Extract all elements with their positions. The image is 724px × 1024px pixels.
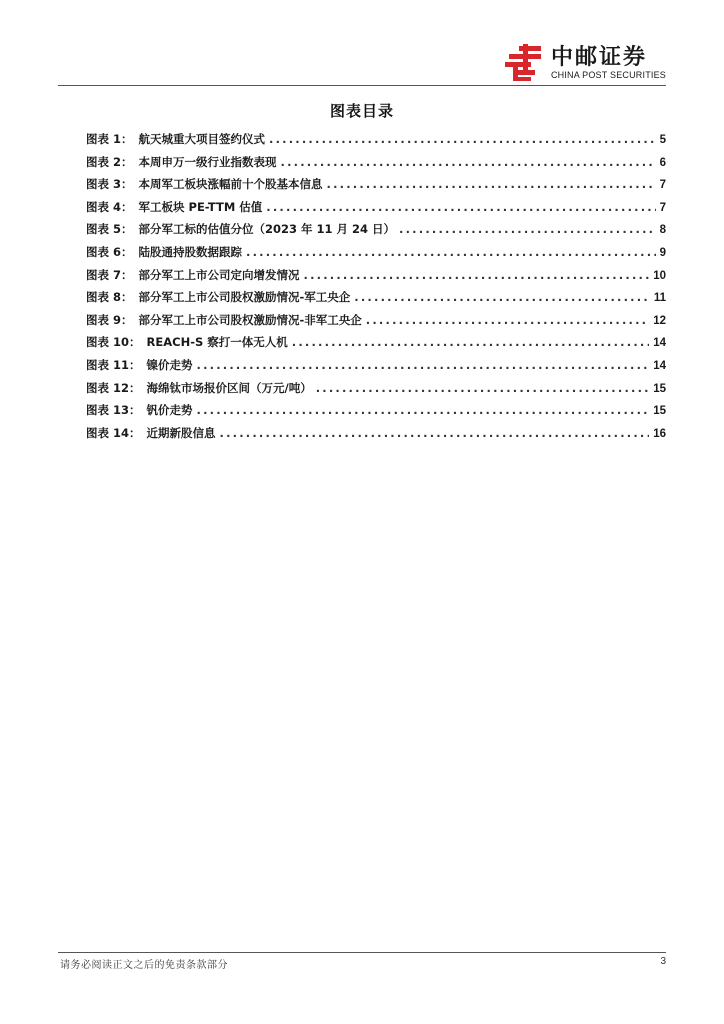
header-divider (58, 85, 666, 86)
footer-disclaimer: 请务必阅读正文之后的免责条款部分 (60, 960, 228, 971)
toc-item[interactable] (86, 131, 666, 154)
brand-logo (505, 44, 666, 82)
toc-item[interactable] (86, 199, 666, 222)
toc-item-title: 本周申万一级行业指数表现 (138, 154, 277, 169)
toc-item-title: 钒价走势 (146, 403, 193, 418)
toc-item-label: 图表 14： (86, 425, 141, 440)
toc-item-title: 海绵钛市场报价区间（万元/吨） (146, 380, 312, 395)
toc-item-label: 图表 5： (86, 222, 133, 237)
toc-leader-dots (281, 155, 656, 169)
toc-list (86, 131, 666, 447)
toc-item-label: 图表 10： (86, 335, 141, 350)
toc-item-label: 图表 13： (86, 403, 141, 418)
toc-item-title: 部分军工上市公司定向增发情况 (138, 267, 300, 282)
toc-leader-dots (197, 403, 650, 417)
toc-item[interactable] (86, 289, 666, 312)
toc-item-title: 本周军工板块涨幅前十个股基本信息 (138, 177, 323, 192)
toc-item-title: 部分军工上市公司股权激励情况-军工央企 (138, 290, 351, 305)
toc-leader-dots (354, 290, 650, 304)
toc-item[interactable] (86, 425, 666, 448)
footer-divider (58, 952, 666, 953)
toc-leader-dots (366, 313, 649, 327)
toc-title: 图表目录 (329, 102, 394, 120)
toc-item[interactable] (86, 334, 666, 357)
toc-item-page: 16 (653, 427, 666, 440)
toc-item-page: 5 (659, 134, 666, 146)
toc-item-label: 图表 11： (86, 357, 141, 372)
toc-leader-dots (316, 381, 649, 395)
toc-leader-dots (304, 268, 650, 282)
toc-item[interactable] (86, 176, 666, 199)
toc-item[interactable] (86, 267, 666, 290)
toc-item-label: 图表 7： (86, 267, 133, 282)
brand-name-en: CHINA POST SECURITIES (550, 69, 666, 80)
toc-item-page: 12 (653, 314, 666, 327)
toc-item[interactable] (86, 357, 666, 380)
toc-item-page: 11 (653, 292, 666, 305)
brand-text (551, 46, 666, 81)
footer-page-number: 3 (660, 956, 666, 967)
toc-item-page: 6 (659, 156, 666, 169)
toc-item-title: 镍价走势 (146, 357, 193, 372)
toc-item-title: 近期新股信息 (146, 425, 216, 440)
toc-leader-dots (327, 177, 656, 191)
toc-leader-dots (292, 335, 649, 349)
toc-item-label: 图表 1： (86, 132, 133, 146)
toc-leader-dots (220, 426, 650, 440)
toc-item-title: 陆股通持股数据跟踪 (138, 244, 243, 259)
toc-item[interactable] (86, 154, 666, 177)
toc-item-page: 10 (653, 269, 666, 282)
china-post-logo-icon (505, 44, 545, 82)
toc-item-label: 图表 12： (86, 380, 141, 395)
toc-item-label: 图表 3： (86, 177, 133, 192)
toc-item[interactable] (86, 402, 666, 425)
toc-item-page: 15 (653, 405, 666, 418)
toc-leader-dots (399, 222, 656, 236)
toc-item-title: 部分军工标的估值分位（2023 年 11 月 24 日） (138, 222, 396, 237)
toc-item-title: 部分军工上市公司股权激励情况-非军工央企 (138, 312, 362, 327)
toc-item[interactable] (86, 312, 666, 335)
toc-item-label: 图表 8： (86, 290, 133, 305)
toc-item[interactable] (86, 380, 666, 403)
toc-leader-dots (269, 132, 656, 146)
toc-item-title: REACH-S 察打一体无人机 (146, 335, 288, 350)
toc-item-page: 14 (653, 337, 666, 350)
toc-item-page: 7 (659, 201, 666, 214)
toc-item[interactable] (86, 244, 666, 267)
toc-item-page: 8 (659, 224, 666, 237)
toc-item-page: 14 (653, 359, 666, 372)
toc-item[interactable] (86, 221, 666, 244)
toc-item-label: 图表 6： (86, 244, 133, 259)
toc-item-page: 15 (653, 382, 666, 395)
toc-item-page: 7 (659, 179, 666, 192)
brand-name-cn: 中邮证券 (550, 44, 647, 70)
toc-item-label: 图表 4： (86, 199, 133, 214)
toc-item-title: 军工板块 PE-TTM 估值 (138, 199, 263, 214)
toc-leader-dots (197, 358, 650, 372)
toc-leader-dots (246, 245, 656, 259)
toc-item-title: 航天城重大项目签约仪式 (138, 132, 266, 146)
toc-item-label: 图表 9： (86, 312, 133, 327)
toc-leader-dots (266, 200, 655, 214)
toc-item-page: 9 (659, 246, 666, 259)
toc-item-label: 图表 2： (86, 154, 133, 169)
